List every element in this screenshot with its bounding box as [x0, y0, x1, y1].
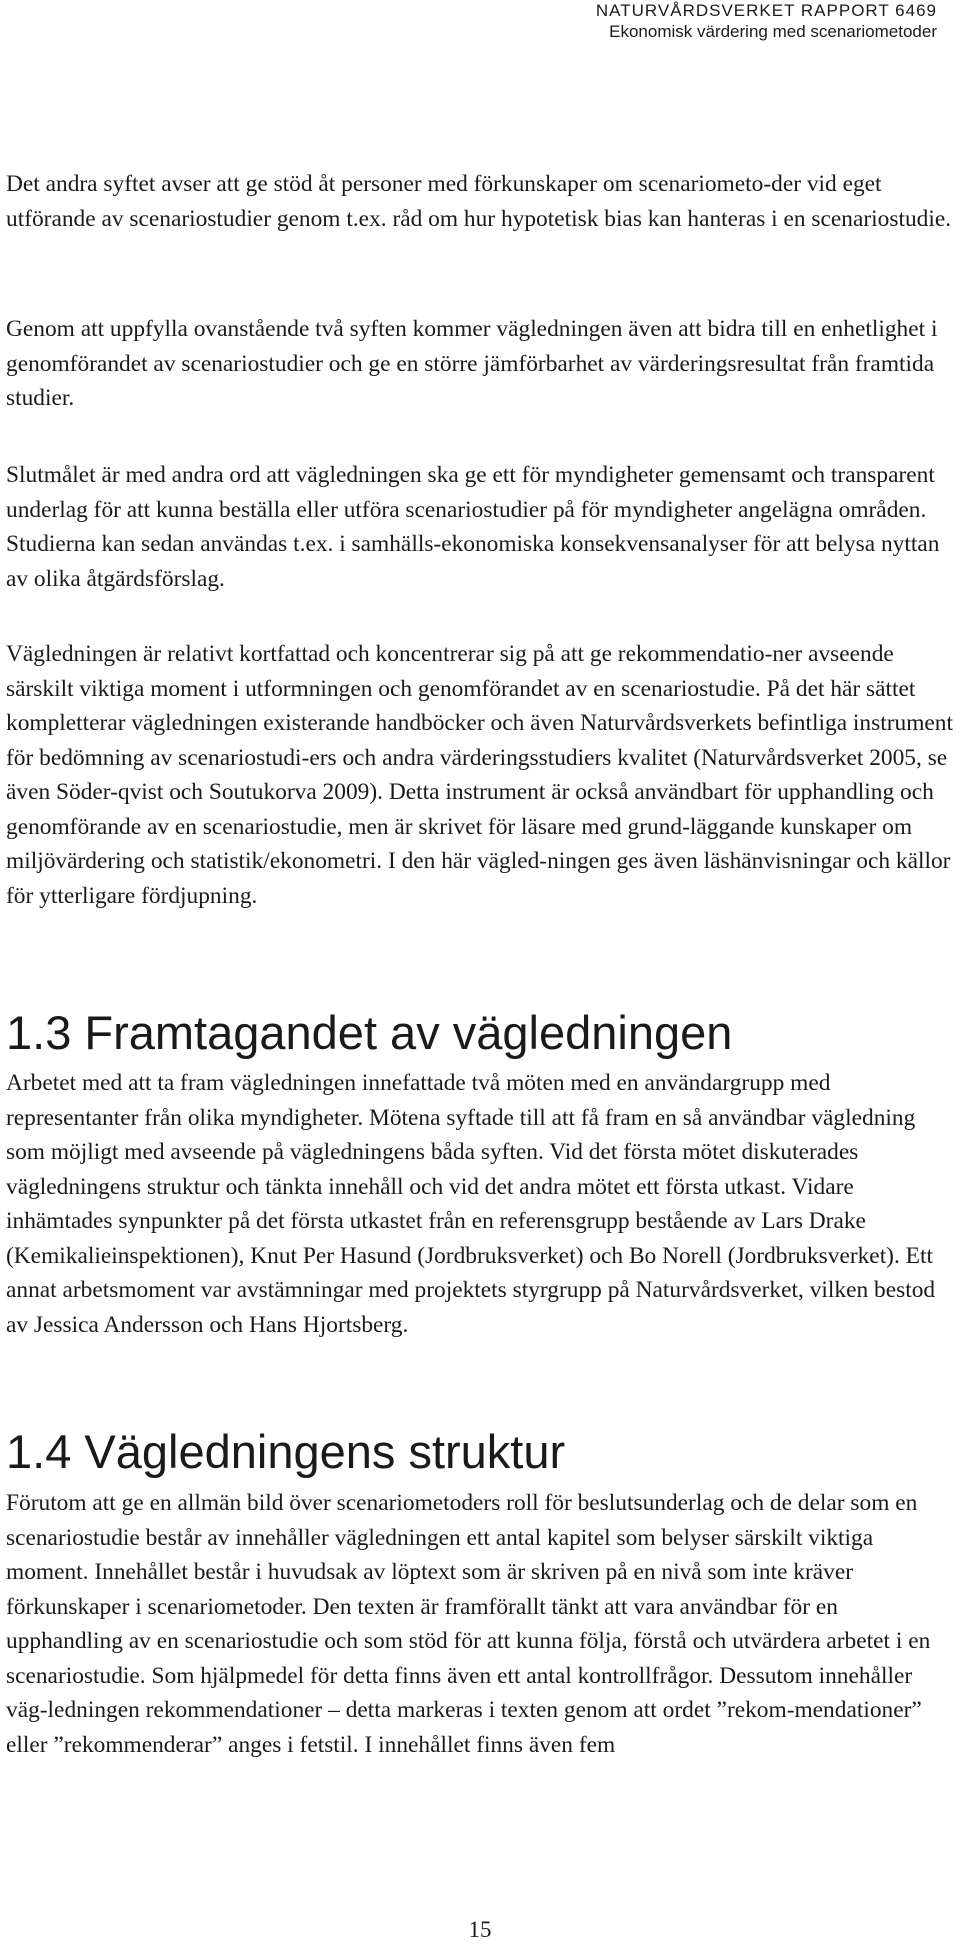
body-block-5 [6, 1066, 954, 1342]
paragraph-2: Genom att uppfylla ovanstående två syften kommer vägledningen även att bidra till en enhetlighet i genomförandet av scenariostudier och ge en större jämförbarhet av värderingsresultat från framtida studier. [6, 316, 938, 411]
body-block-2 [6, 312, 954, 416]
section-heading-1-3: 1.3 Framtagandet av vägledningen [6, 1006, 733, 1059]
running-header [596, 0, 937, 42]
paragraph-1: Det andra syftet avser att ge stöd åt personer med förkunskaper om scenariometo-der vid eget utförande av scenariostudier genom t.ex. råd om hur hypotetisk bias kan hanteras i en scenariostudie. [6, 171, 952, 232]
paragraph-6: Förutom att ge en allmän bild över scenariometoders roll för beslutsunderlag och de delar som en scenariostudie består av innehåller vägledningen ett antal kapitel som belyser särskilt viktiga moment. Innehållet består i huvudsak av löptext som är skriven på en nivå som inte kräver förkunskaper i scenariometoder. Den texten är framförallt tänkt att vara användbar för en upphandling av en scenariostudie och som stöd för att kunna följa, förstå och utvärdera arbetet i en scenariostudie. Som hjälpmedel för detta finns även ett antal kontrollfrågor. Dessutom innehåller väg-ledningen rekommendationer – detta markeras i texten genom att ordet ”rekom-mendationer” eller ”rekommenderar” anges i fetstil. I innehållet finns även fem [6, 1490, 931, 1758]
body-block-1 [6, 167, 954, 236]
section-heading-1-4: 1.4 Vägledningens struktur [6, 1425, 566, 1478]
body-block-3 [6, 458, 954, 596]
body-block-6 [6, 1486, 954, 1762]
page-number: 15 [468, 1917, 492, 1942]
paragraph-4: Vägledningen är relativt kortfattad och koncentrerar sig på att ge rekommendatio-ner avseende särskilt viktiga moment i utformningen och genomförandet av en scenariostudie. På det här sättet kompletterar vägledningen existerande handböcker och även Naturvårdsverkets befintliga instrument för bedömning av scenariostudi-ers och andra värderingsstudiers kvalitet (Naturvårdsverket 2005, se även Söder-qvist och Soutukorva 2009). Detta instrument är också användbart för upphandling och genomförande av en scenariostudie, men är skrivet för läsare med grund-läggande kunskaper om miljövärdering och statistik/ekonometri. I den här vägled-ningen ges även läshänvisningar och källor för ytterligare fördjupning. [6, 641, 953, 909]
paragraph-3: Slutmålet är med andra ord att vägledningen ska ge ett för myndigheter gemensamt och transparent underlag för att kunna beställa eller utföra scenariostudier på för myndigheter angelägna områden. Studierna kan sedan användas t.ex. i samhälls-ekonomiska konsekvensanalyser för att belysa nyttan av olika åtgärdsförslag. [6, 462, 940, 592]
report-title: NATURVÅRDSVERKET RAPPORT 6469 [595, 1, 937, 20]
paragraph-5: Arbetet med att ta fram vägledningen innefattade två möten med en användargrupp med representanter från olika myndigheter. Mötena syftade till att få fram en så användbar vägledning som möjligt med avseende på vägledningens båda syften. Vid det första mötet diskuterades vägledningens struktur och tänkta innehåll och vid det andra mötet ett första utkast. Vidare inhämtades synpunkter på det första utkastet från en referensgrupp bestående av Lars Drake (Kemikalieinspektionen), Knut Per Hasund (Jordbruksverket) och Bo Norell (Jordbruksverket). Ett annat arbetsmoment var avstämningar med projektets styrgrupp på Naturvårdsverket, vilken bestod av Jessica Andersson och Hans Hjortsberg. [6, 1070, 936, 1338]
report-subtitle: Ekonomisk värdering med scenariometoder [609, 22, 937, 41]
body-block-4 [6, 637, 954, 913]
